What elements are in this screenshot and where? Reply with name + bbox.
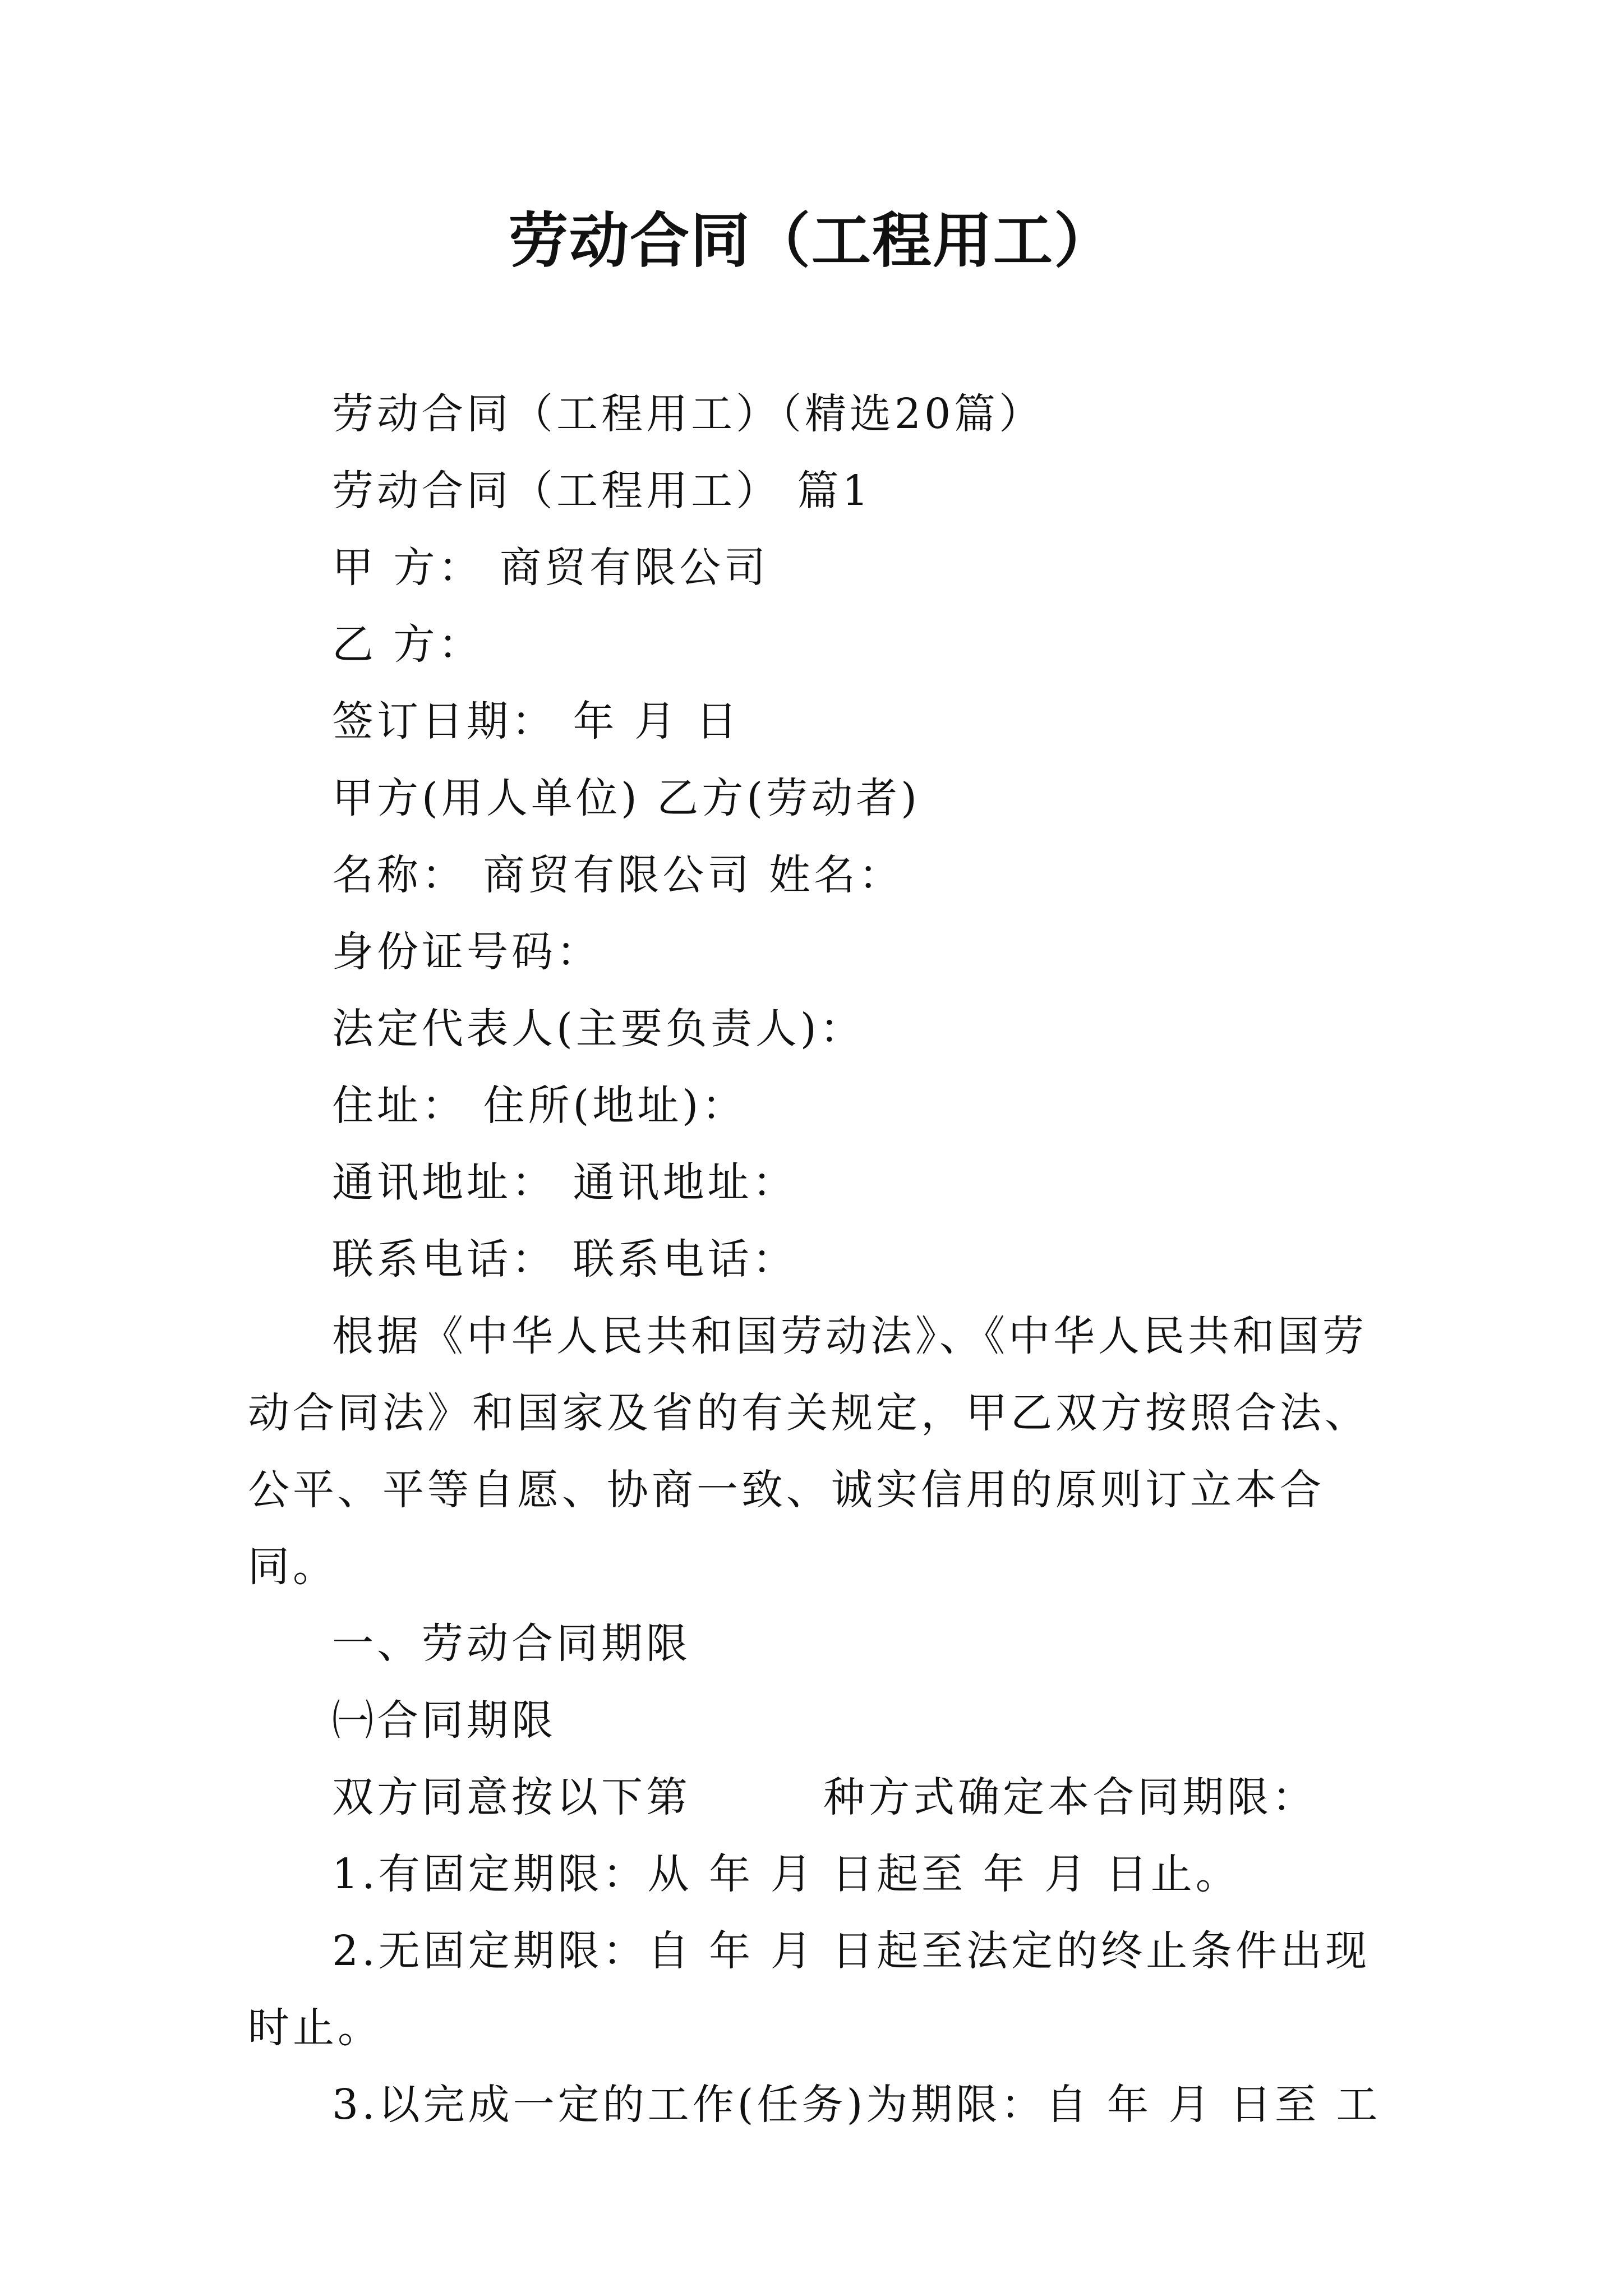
subsection-heading: ㈠合同期限: [332, 1696, 556, 1745]
paragraph: 1.有固定期限：从 年 月 日起至 年 月 日止。: [332, 1850, 1241, 1898]
paragraph: 2.无固定期限：自 年 月 日起至法定的终止条件出现时止。: [248, 1927, 1371, 2052]
paragraph: 双方同意按以下第 种方式确定本合同期限：: [332, 1773, 1317, 1821]
paragraph: 根据《中华人民共和国劳动法》、《中华人民共和国劳动合同法》和国家及省的有关规定，甲乙双方按照合法、公平、平等自愿、协商一致、诚实信用的原则订立本合同。: [248, 1312, 1370, 1591]
paragraph: 甲 方： 商贸有限公司: [332, 544, 769, 592]
paragraph: 名称： 商贸有限公司 姓名：: [332, 851, 904, 899]
paragraph: 法定代表人(主要负责人)：: [332, 1005, 865, 1053]
paragraph: 乙 方：: [332, 620, 483, 669]
paragraph: 劳动合同（工程用工） 篇1: [332, 467, 872, 515]
paragraph: 通讯地址： 通讯地址：: [332, 1158, 797, 1207]
paragraph: 联系电话： 联系电话：: [332, 1235, 797, 1283]
document-title: 劳动合同（工程用工）: [509, 206, 1114, 275]
paragraph: 签订日期： 年 月 日: [332, 697, 741, 746]
paragraph: 甲方(用人单位) 乙方(劳动者): [332, 774, 921, 822]
paragraph: 3.以完成一定的工作(任务)为期限：自 年 月 日至 工: [332, 2081, 1381, 2129]
section-heading: 一、劳动合同期限: [332, 1619, 691, 1668]
paragraph: 身份证号码：: [332, 928, 601, 976]
document-body: [248, 376, 1392, 2143]
paragraph: 住址： 住所(地址)：: [332, 1082, 747, 1130]
paragraph: 劳动合同（工程用工）（精选20篇）: [332, 390, 1044, 438]
